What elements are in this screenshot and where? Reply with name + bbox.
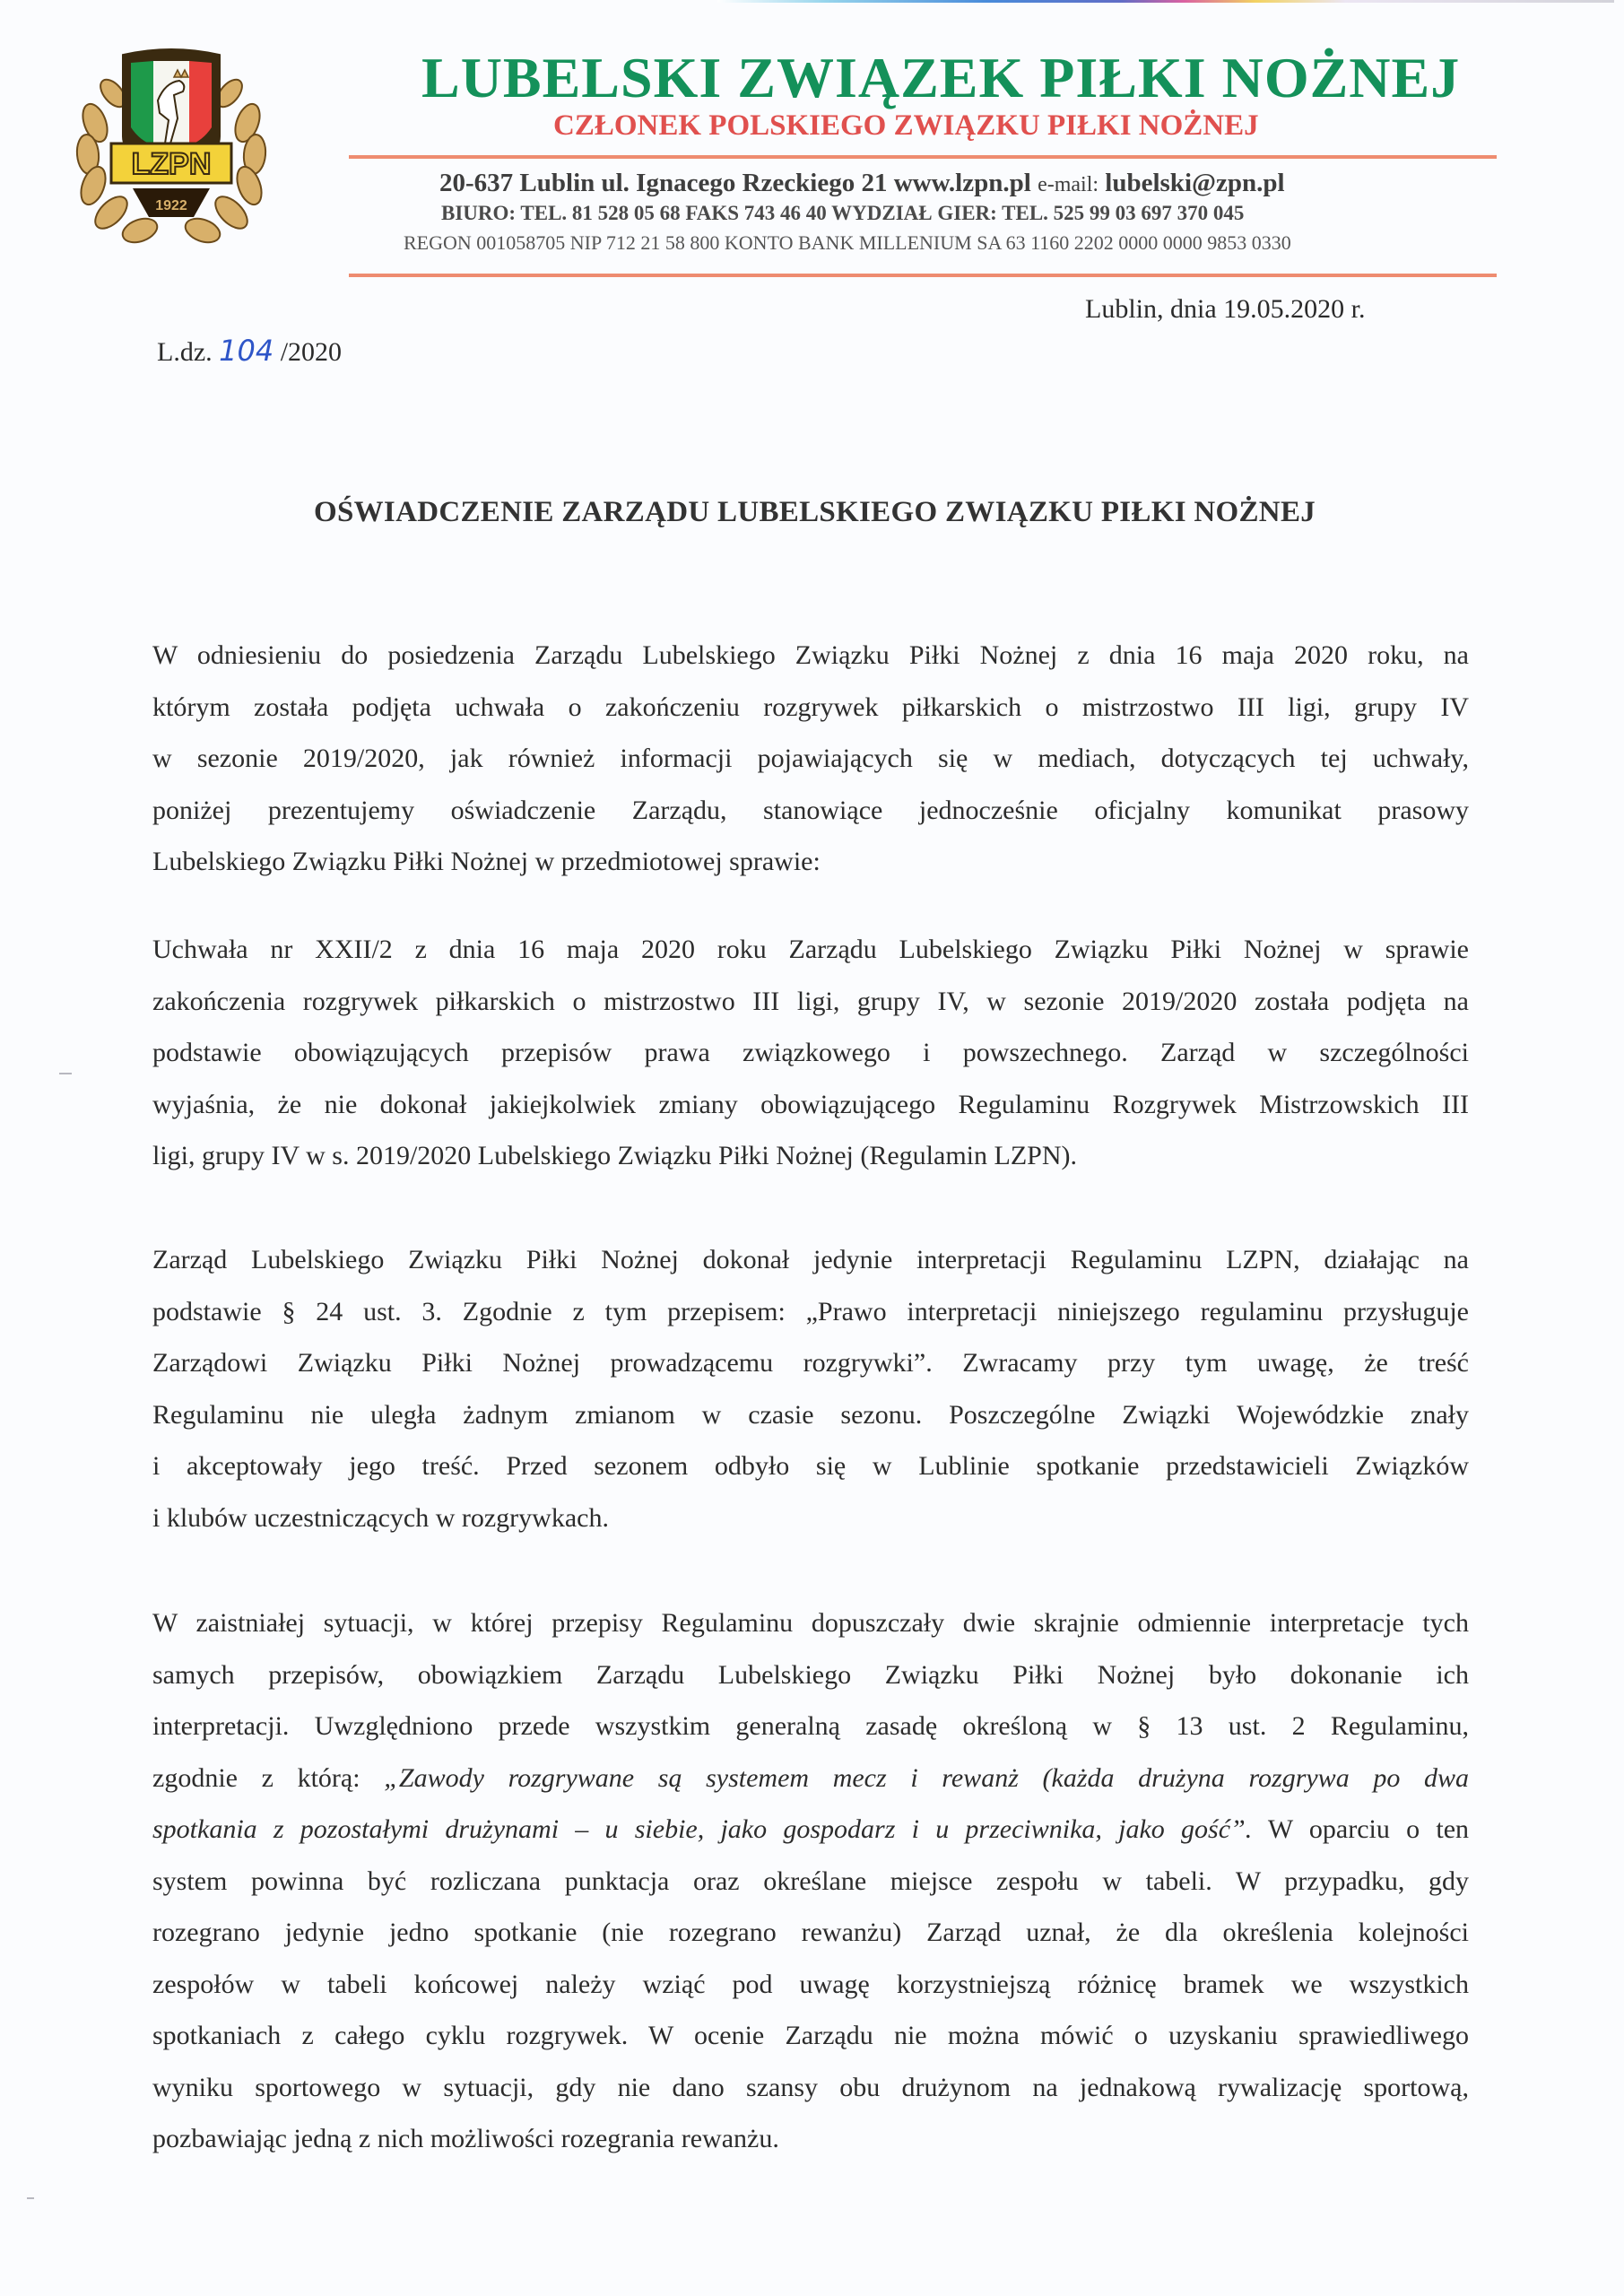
email-label: e-mail: [1038,173,1099,196]
text-line: spotkaniach z całego cyklu rozgrywek. W ocenie Zarządu nie można mówić o uzyskaniu sprawiedliwego [152,2021,1469,2050]
org-title: LUBELSKI ZWIĄZEK PIŁKI NOŻNEJ [421,46,1461,109]
text-line: poniżej prezentujemy oświadczenie Zarządu, stanowiące jednocześnie oficjalny komunikat prasowy [152,795,1469,825]
logo-year: 1922 [155,198,187,213]
reference-prefix: L.dz. [157,337,213,367]
text-line: podstawie obowiązujących przepisów prawa związkowego i powszechnego. Zarząd w szczególności [152,1038,1469,1067]
registry-line: REGON 001058705 NIP 712 21 58 800 KONTO BANK MILLENIUM SA 63 1160 2202 0000 0000 9853 0330 [404,231,1291,254]
paragraph-2 [152,924,1469,1182]
text-line: interpretacji. Uwzględniono przede wszystkim generalną zasadę określoną w § 13 ust. 2 Regulaminu, [152,1711,1469,1741]
text-line: wyjaśnia, że nie dokonał jakiejkolwiek zmiany obowiązującego Regulaminu Rozgrywek Mistrzowskich III [152,1089,1469,1119]
reference-handwritten-number: 104 [219,334,274,368]
text-line: zespołów w tabeli końcowej należy wziąć pod uwagę korzystniejszą różnicę bramek we wszystkich [152,1969,1469,1999]
text-line: wyniku sportowego w sytuacji, gdy nie dano szansy obu drużynom na jednakową rywalizację sportową, [152,2072,1469,2102]
regulation-quote-cont: spotkania z pozostałymi drużynami – u siebie, jako gospodarz i u przeciwnika, jako gość”. [152,1814,1253,1844]
header-divider-top [349,155,1497,159]
header-divider-bottom [349,274,1497,277]
text-line: i akceptowały jego treść. Przed sezonem odbyło się w Lublinie spotkanie przedstawicieli Związków [152,1451,1469,1481]
text-line: Regulaminu nie uległa żadnym zmianom w czasie sezonu. Poszczególne Związki Wojewódzkie znały [152,1399,1469,1430]
text-line: podstawie § 24 ust. 3. Zgodnie z tym przepisem: „Prawo interpretacji niniejszego regulaminu przysługuje [152,1296,1469,1326]
text-line: Zarządowi Związku Piłki Nożnej prowadzącemu rozgrywki”. Zwracamy przy tym uwagę, że treść [152,1348,1469,1378]
quote-after: W oparciu o ten [1252,1814,1470,1844]
text-line: Lubelskiego Związku Piłki Nożnej w przedmiotowej sprawie: [152,847,821,876]
text-line: w sezonie 2019/2020, jak również informacji pojawiających się w mediach, dotyczących tej uchwały, [152,744,1469,773]
address-text: 20-637 Lublin ul. Ignacego Rzeckiego 21 www.lzpn.pl [439,169,1031,197]
text-line: zakończenia rozgrywek piłkarskich o mistrzostwo III ligi, grupy IV, w sezonie 2019/2020 została podjęta na [152,986,1469,1016]
document-date: Lublin, dnia 19.05.2020 r. [1085,294,1366,324]
email-link[interactable]: lubelski@zpn.pl [1105,169,1285,197]
lzpn-crest-icon [68,38,274,244]
text-line: pozbawiając jedną z nich możliwości rozegrania rewanżu. [152,2124,779,2153]
text-line: którym została podjęta uchwała o zakończeniu rozgrywek piłkarskich o mistrzostwo III ligi, grupy IV [152,691,1469,722]
text-line: rozegrano jedynie jedno spotkanie (nie rozegrano rewanżu) Zarząd uznał, że dla określenia kolejności [152,1918,1469,1947]
text-line: system powinna być rozliczana punktacja oraz określane miejsce zespołu w tabeli. W przypadku, gdy [152,1866,1469,1896]
phone-line: BIURO: TEL. 81 528 05 68 FAKS 743 46 40 WYDZIAŁ GIER: TEL. 525 99 03 697 370 045 [441,202,1245,224]
text-line: W zaistniałej sytuacji, w której przepisy Regulaminu dopuszczały dwie skrajnie odmiennie interpretacje tych [152,1608,1469,1638]
quote-intro: zgodnie z którą: [152,1762,385,1793]
address-line [439,169,1285,198]
paragraph-3 [152,1234,1469,1544]
text-line-quote-start [152,1752,1469,1805]
org-subtitle: CZŁONEK POLSKIEGO ZWIĄZKU PIŁKI NOŻNEJ [553,109,1259,142]
paragraph-4 [152,1597,1469,2165]
logo-text: LZPN [131,147,212,181]
reference-suffix: /2020 [280,337,343,367]
text-line-quote-end [152,1804,1469,1856]
scan-mark [27,2197,34,2199]
text-line: samych przepisów, obowiązkiem Zarządu Lubelskiego Związku Piłki Nożnej było dokonanie ich [152,1659,1469,1690]
text-line: Uchwała nr XXII/2 z dnia 16 maja 2020 roku Zarządu Lubelskiego Związku Piłki Nożnej w sprawie [152,935,1469,964]
paragraph-1 [152,630,1469,888]
scan-mark [59,1073,72,1074]
scan-artifact-bar [717,0,1614,3]
document-title: OŚWIADCZENIE ZARZĄDU LUBELSKIEGO ZWIĄZKU PIŁKI NOŻNEJ [314,496,1316,528]
regulation-quote: „Zawody rozgrywane są systemem mecz i rewanż (każda drużyna rozgrywa po dwa [384,1762,1470,1793]
text-line: Zarząd Lubelskiego Związku Piłki Nożnej dokonał jedynie interpretacji Regulaminu LZPN, działając na [152,1245,1469,1274]
text-line: W odniesieniu do posiedzenia Zarządu Lubelskiego Związku Piłki Nożnej z dnia 16 maja 2020 roku, na [152,640,1469,670]
text-line: ligi, grupy IV w s. 2019/2020 Lubelskiego Związku Piłki Nożnej (Regulamin LZPN). [152,1141,1077,1170]
reference-number [157,334,342,368]
text-line: i klubów uczestniczących w rozgrywkach. [152,1502,609,1533]
